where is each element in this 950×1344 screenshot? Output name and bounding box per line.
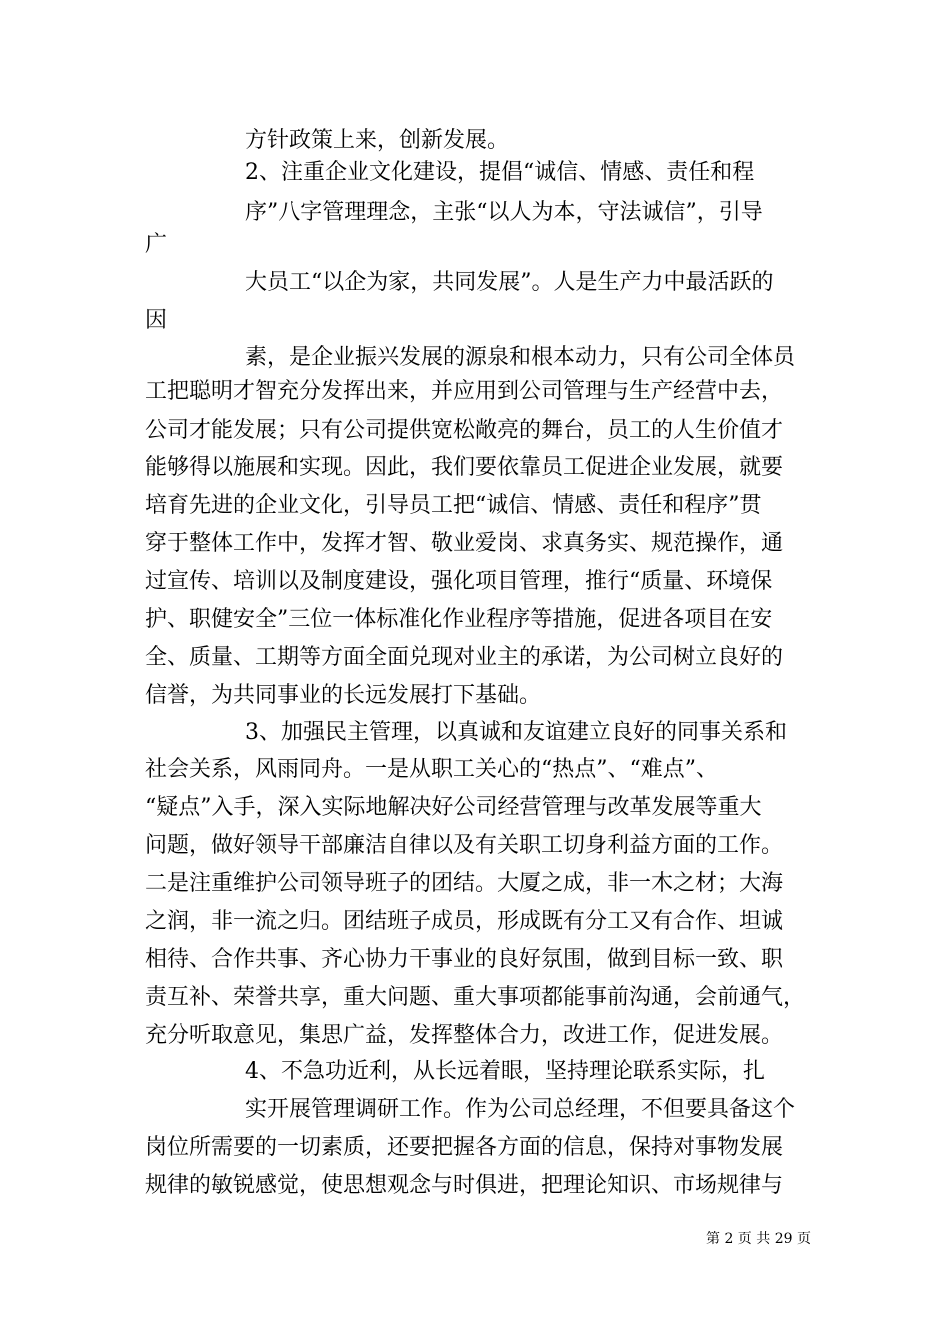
- text-line: 2、注重企业文化建设，提倡“诚信、情感、责任和程: [245, 160, 755, 185]
- text-line: 社会关系，风雨同舟。一是从职工关心的“热点”、“难点”、: [145, 757, 718, 782]
- text-line: 信誉，为共同事业的长远发展打下基础。: [145, 683, 542, 708]
- text-line: 序”八字管理理念，主张“以人为本，守法诚信”，引导: [245, 200, 763, 225]
- text-line: 素，是企业振兴发展的源泉和根本动力，只有公司全体员: [245, 345, 796, 370]
- text-line: 规律的敏锐感觉，使思想观念与时俱进，把理论知识、市场规律与: [145, 1173, 784, 1198]
- text-line: 大员工“以企为家，共同发展”。人是生产力中最活跃的: [245, 270, 774, 295]
- text-line: 4、不急功近利，从长远着眼，坚持理论联系实际，扎: [245, 1059, 765, 1084]
- text-line: 过宣传、培训以及制度建设，强化项目管理，推行“质量、环境保: [145, 569, 773, 594]
- text-line: 责互补、荣誉共享，重大问题、重大事项都能事前沟通，会前通气，: [145, 985, 806, 1010]
- text-line: 因: [145, 308, 168, 333]
- text-line: 护、职健安全”三位一体标准化作业程序等措施，促进各项目在安: [145, 607, 773, 632]
- text-line: 二是注重维护公司领导班子的团结。大厦之成，非一木之材；大海: [145, 871, 784, 896]
- text-line: 方针政策上来，创新发展。: [245, 128, 510, 153]
- text-line: 广: [145, 232, 168, 257]
- text-line: 充分听取意见，集思广益，发挥整体合力，改进工作，促进发展。: [145, 1023, 784, 1048]
- text-line: “疑点”入手，深入实际地解决好公司经营管理与改革发展等重大: [145, 795, 762, 820]
- text-line: 岗位所需要的一切素质，还要把握各方面的信息，保持对事物发展: [145, 1135, 784, 1160]
- text-line: 3、加强民主管理，以真诚和友谊建立良好的同事关系和: [245, 720, 787, 745]
- page-number-footer: 第 2 页 共 29 页: [706, 1231, 811, 1247]
- text-line: 问题，做好领导干部廉洁自律以及有关职工切身利益方面的工作。: [145, 833, 784, 858]
- text-line: 全、质量、工期等方面全面兑现对业主的承诺，为公司树立良好的: [145, 645, 784, 670]
- text-line: 实开展管理调研工作。作为公司总经理，不但要具备这个: [245, 1097, 796, 1122]
- text-line: 工把聪明才智充分发挥出来，并应用到公司管理与生产经营中去，: [145, 379, 784, 404]
- text-line: 之润，非一流之归。团结班子成员，形成既有分工又有合作、坦诚: [145, 909, 784, 934]
- text-line: 能够得以施展和实现。因此，我们要依靠员工促进企业发展，就要: [145, 455, 784, 480]
- text-line: 培育先进的企业文化，引导员工把“诚信、情感、责任和程序”贯: [145, 493, 762, 518]
- text-line: 穿于整体工作中，发挥才智、敬业爱岗、求真务实、规范操作，通: [145, 531, 784, 556]
- text-line: 相待、合作共事、齐心协力干事业的良好氛围，做到目标一致、职: [145, 947, 784, 972]
- text-line: 公司才能发展；只有公司提供宽松敞亮的舞台，员工的人生价值才: [145, 418, 784, 443]
